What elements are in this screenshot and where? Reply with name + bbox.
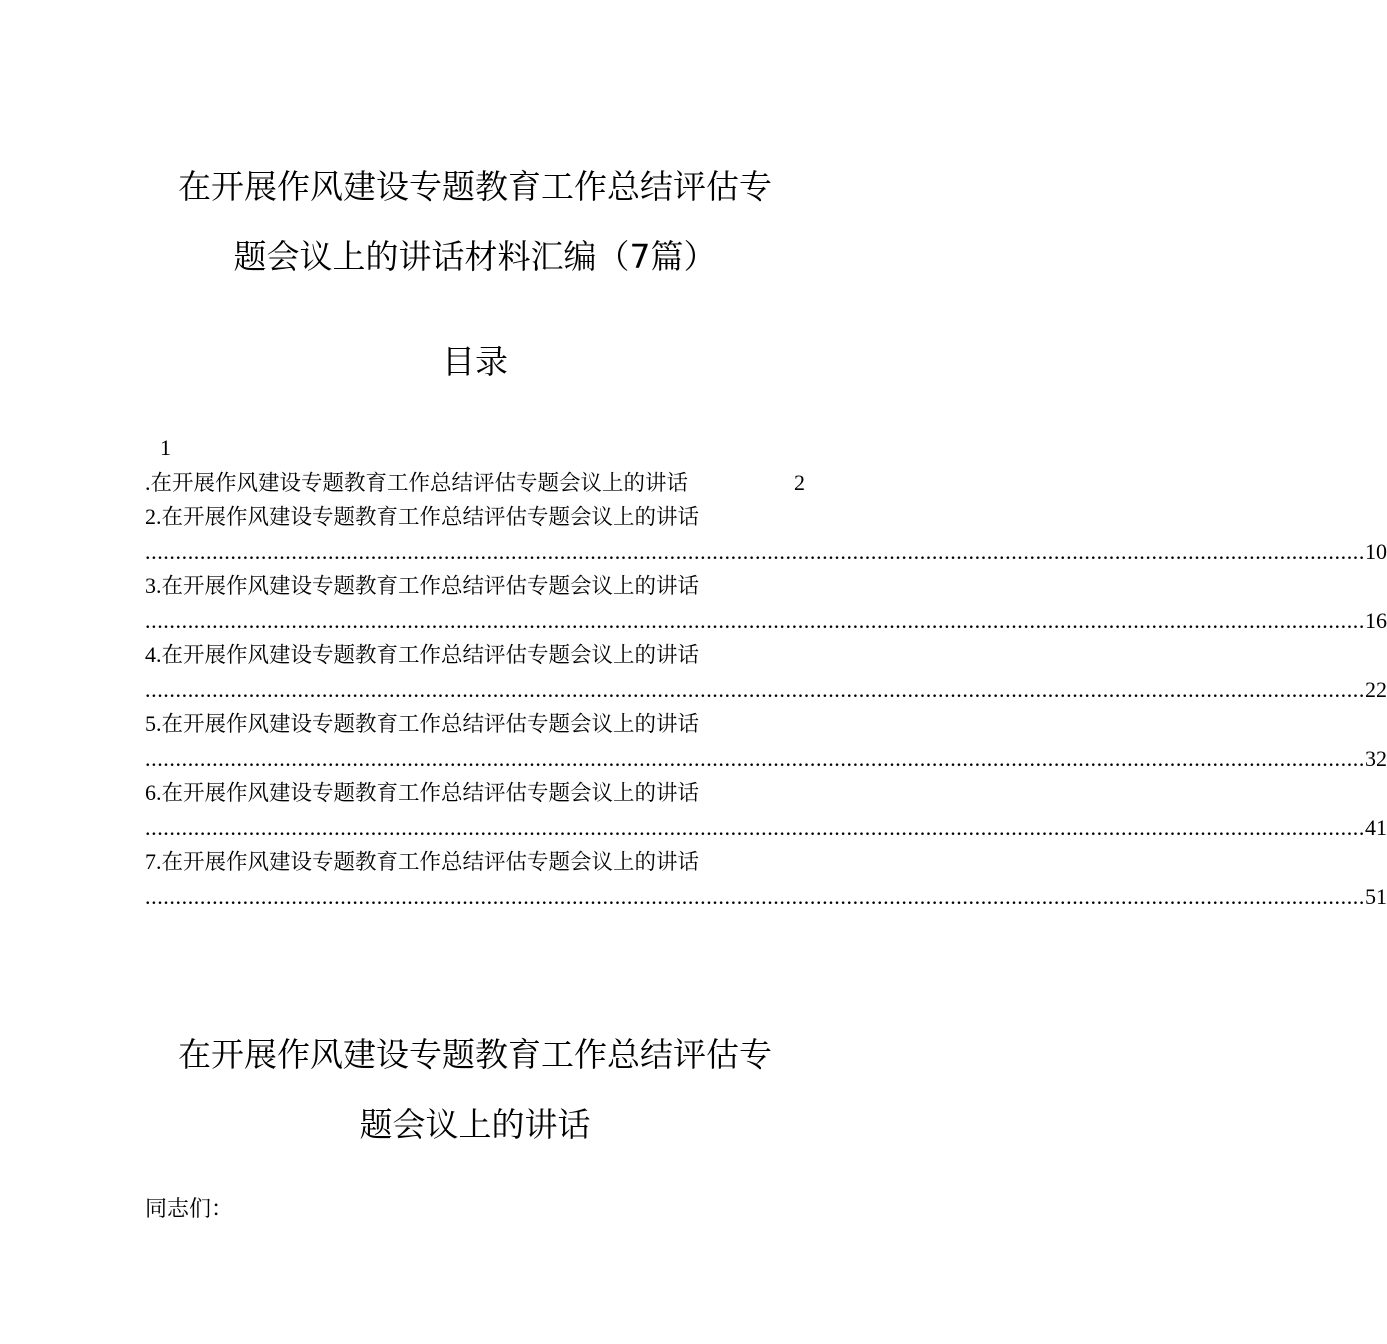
toc-entry-4[interactable] <box>145 638 1387 707</box>
toc-leader-dots: ........................................................................................................................................................................................................ <box>145 814 1365 840</box>
toc-entry-page: 32 <box>1365 745 1387 771</box>
toc-entry-7[interactable] <box>145 845 1387 914</box>
toc-entry-text: 在开展作风建设专题教育工作总结评估专题会议上的讲话 <box>161 712 700 737</box>
toc-entry-text: 在开展作风建设专题教育工作总结评估专题会议上的讲话 <box>150 470 689 496</box>
toc-entry-number: 5. <box>145 711 162 736</box>
toc-leader-dots: ........................................................................................................................................................................................................ <box>145 883 1365 909</box>
salutation: 同志们： <box>145 1197 234 1222</box>
toc-entry-number: 4. <box>145 642 162 667</box>
toc-entry-number: 1 <box>160 435 171 460</box>
toc-entry-text: 在开展作风建设专题教育工作总结评估专题会议上的讲话 <box>161 505 700 530</box>
toc-entry-text: 在开展作风建设专题教育工作总结评估专题会议上的讲话 <box>161 643 700 668</box>
toc-entry-text: 在开展作风建设专题教育工作总结评估专题会议上的讲话 <box>161 781 700 806</box>
section-title <box>140 1020 810 1160</box>
toc-entry-2[interactable] <box>145 500 1387 569</box>
table-of-contents <box>145 431 1387 914</box>
toc-heading: 目录 <box>442 342 508 381</box>
toc-leader-dots: ........................................................................................................................................................................................................ <box>145 676 1365 702</box>
toc-entry-5[interactable] <box>145 707 1387 776</box>
toc-entry-page: 51 <box>1365 883 1387 909</box>
toc-entry-text: 在开展作风建设专题教育工作总结评估专题会议上的讲话 <box>161 850 700 875</box>
toc-entry-page: 41 <box>1365 814 1387 840</box>
document-title-line-1: 在开展作风建设专题教育工作总结评估专 <box>178 167 772 206</box>
document-title <box>140 152 810 292</box>
section-title-line-1: 在开展作风建设专题教育工作总结评估专 <box>178 1035 772 1074</box>
toc-entry-1-number-line[interactable] <box>145 431 805 466</box>
toc-leader-dots: ........................................................................................................................................................................................................ <box>145 607 1365 633</box>
toc-entry-number: 2. <box>145 504 162 529</box>
toc-leader-dots: ........................................................................................................................................................................................................ <box>145 538 1365 564</box>
toc-entry-page: 2 <box>794 469 805 495</box>
toc-entry-3[interactable] <box>145 569 1387 638</box>
toc-entry-page: 16 <box>1365 607 1387 633</box>
toc-entry-6[interactable] <box>145 776 1387 845</box>
toc-leader-dots: ........................................................................................................................................................................................................ <box>145 745 1365 771</box>
section-title-line-2: 题会议上的讲话 <box>359 1105 591 1144</box>
toc-entry-page: 22 <box>1365 676 1387 702</box>
toc-entry-1[interactable] <box>145 466 805 501</box>
toc-entry-text: 在开展作风建设专题教育工作总结评估专题会议上的讲话 <box>161 574 700 599</box>
toc-entry-page: 10 <box>1365 538 1387 564</box>
toc-entry-number: 3. <box>145 573 162 598</box>
toc-entry-dot: . <box>145 469 151 495</box>
document-title-line-2: 题会议上的讲话材料汇编（7篇） <box>233 237 717 276</box>
toc-entry-number: 6. <box>145 780 162 805</box>
toc-entry-number: 7. <box>145 849 162 874</box>
